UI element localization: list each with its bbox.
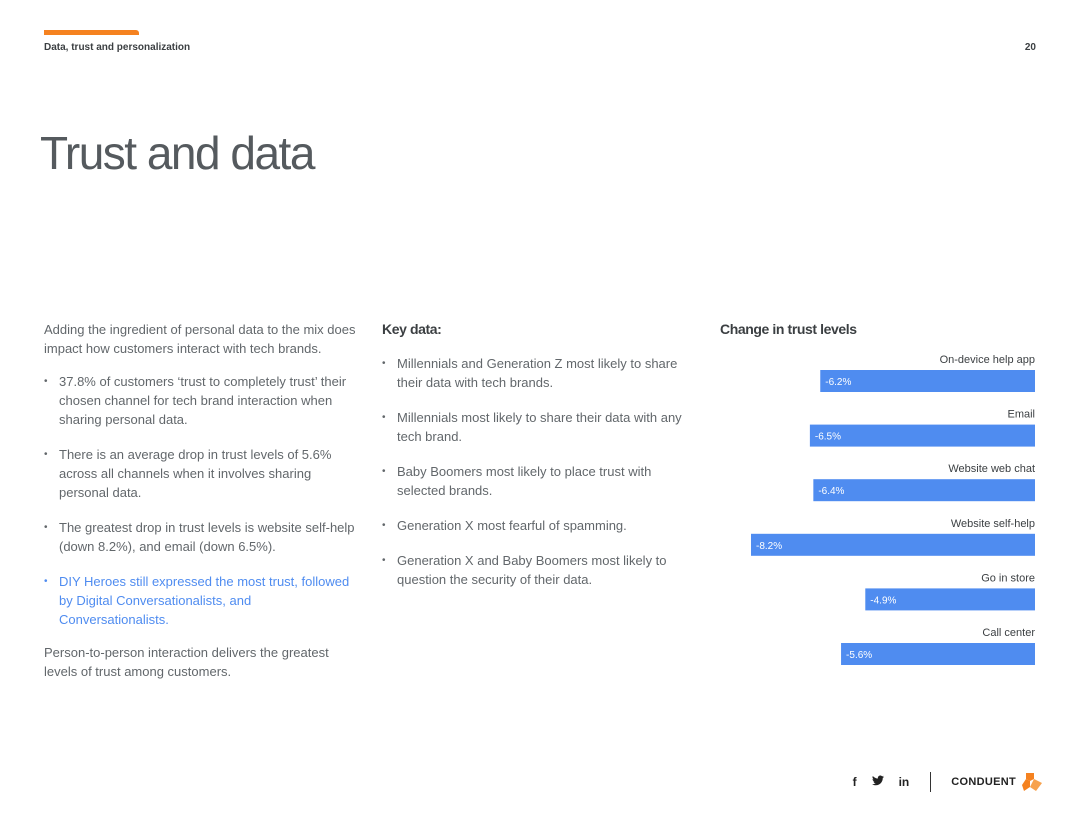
conduent-logo-icon bbox=[1022, 771, 1044, 793]
highlighted-finding-item: • DIY Heroes still expressed the most trust, followed by Digital Conversationalists, and Conversationalists. bbox=[44, 572, 364, 629]
facebook-icon[interactable]: f bbox=[852, 775, 857, 789]
value-label: -6.5% bbox=[814, 431, 842, 443]
category-label: Email bbox=[1007, 408, 1035, 421]
trust-bar bbox=[820, 370, 1035, 392]
finding-item: • 37.8% of customers ‘trust to completely trust’ their chosen channel for tech brand interaction when sharing personal data. bbox=[44, 372, 364, 429]
page-number: 20 bbox=[1024, 42, 1036, 53]
linkedin-icon[interactable]: in bbox=[898, 775, 910, 789]
key-data-item: • Millennials and Generation Z most likely to share their data with tech brands. bbox=[382, 354, 702, 392]
twitter-icon[interactable] bbox=[872, 775, 884, 789]
value-label: -5.6% bbox=[846, 650, 873, 661]
left-column bbox=[44, 320, 364, 695]
value-label: -6.2% bbox=[825, 377, 852, 388]
chart-column bbox=[720, 320, 1036, 684]
value-label: -6.4% bbox=[818, 486, 845, 498]
footer bbox=[853, 772, 1044, 792]
trust-bar bbox=[751, 534, 1035, 556]
finding-item: • There is an average drop in trust levels of 5.6% across all channels when it involves sharing personal data. bbox=[44, 445, 364, 502]
category-label: Go in store bbox=[981, 572, 1035, 585]
key-data-item: • Generation X most fearful of spamming. bbox=[382, 516, 702, 535]
key-data-list bbox=[382, 354, 702, 589]
section-label: Data, trust and personalization bbox=[44, 42, 191, 53]
page-title: Trust and data bbox=[40, 127, 314, 179]
key-data-heading: Key data: bbox=[382, 321, 442, 337]
footer-divider bbox=[930, 772, 931, 792]
key-data-column bbox=[382, 320, 702, 605]
trust-bar bbox=[813, 479, 1035, 501]
value-label: -4.9% bbox=[870, 595, 897, 607]
trust-chart bbox=[720, 339, 1036, 684]
key-data-item: • Baby Boomers most likely to place trust with selected brands. bbox=[382, 462, 702, 500]
category-label: On-device help app bbox=[939, 354, 1035, 366]
closing-paragraph: Person-to-person interaction delivers the greatest levels of trust among customers. bbox=[44, 645, 329, 679]
category-label: Website self-help bbox=[950, 517, 1035, 530]
value-label: -8.2% bbox=[756, 540, 783, 552]
findings-list bbox=[44, 372, 364, 629]
category-label: Website web chat bbox=[948, 463, 1035, 476]
accent-bar bbox=[44, 30, 139, 35]
key-data-item: • Millennials most likely to share their data with any tech brand. bbox=[382, 408, 702, 446]
brand-name: CONDUENT bbox=[951, 776, 1016, 788]
key-data-item: • Generation X and Baby Boomers most likely to question the security of their data. bbox=[382, 551, 702, 589]
trust-bar bbox=[810, 425, 1035, 447]
intro-paragraph: Adding the ingredient of personal data to the mix does impact how customers interact with tech brands. bbox=[44, 322, 356, 356]
chart-title: Change in trust levels bbox=[720, 321, 857, 337]
finding-item: • The greatest drop in trust levels is website self-help (down 8.2%), and email (down 6.5%). bbox=[44, 518, 364, 556]
category-label: Call center bbox=[982, 627, 1035, 639]
